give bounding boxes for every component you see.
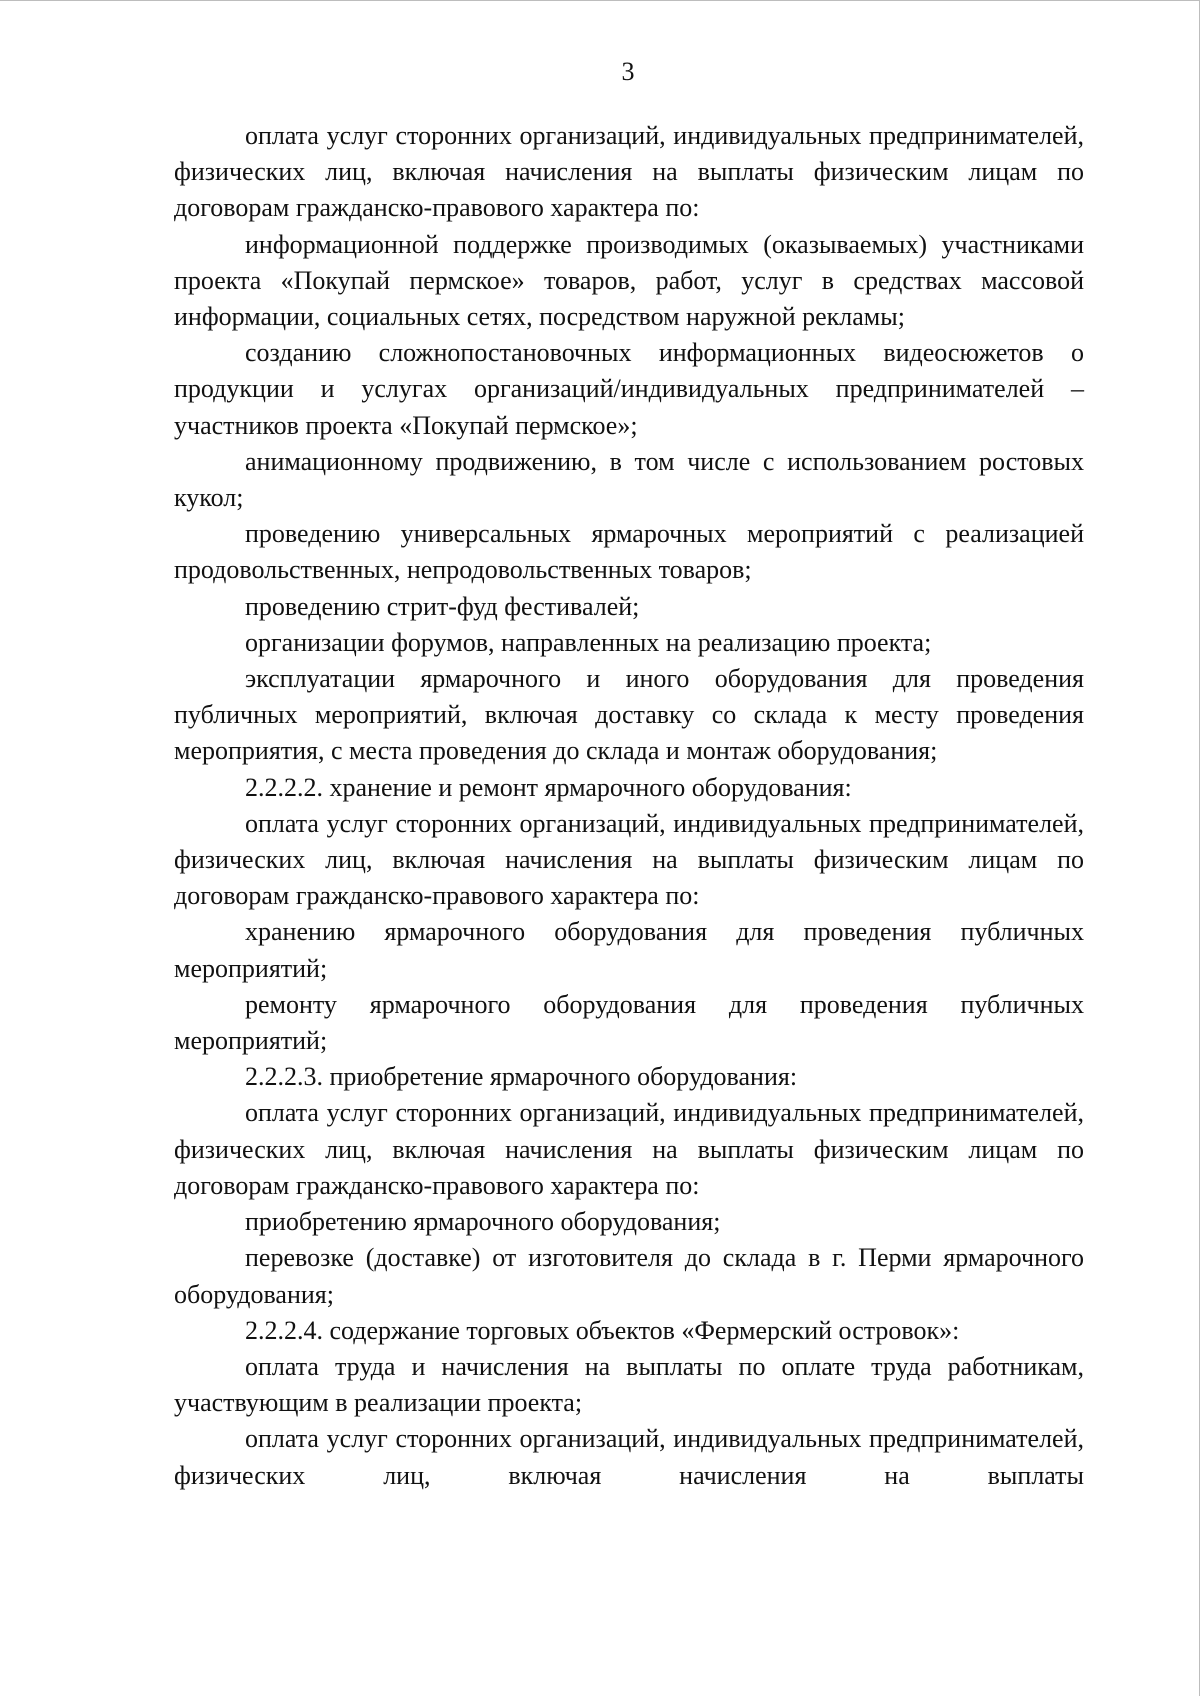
paragraph: оплата услуг сторонних организаций, индивидуальных предпринимателей, физических лиц, включая начисления на выплаты физическим лицам по договорам гражданско-правового характера по: — [174, 808, 1084, 911]
section-heading: 2.2.2.3. приобретение ярмарочного оборудования: — [245, 1062, 798, 1092]
paragraph: созданию сложнопостановочных информационных видеосюжетов о продукции и услугах организаций/индивидуальных предпринимателей – участников проекта «Покупай пермское»; — [174, 338, 1084, 440]
paragraph: информационной поддержке производимых (оказываемых) участниками проекта «Покупай пермское» товаров, работ, услуг в средствах массовой информации, социальных сетях, посредством наружной рекламы; — [174, 229, 1084, 332]
paragraph: ремонту ярмарочного оборудования для проведения публичных мероприятий; — [174, 989, 1084, 1056]
paragraph: оплата услуг сторонних организаций, индивидуальных предпринимателей, физических лиц, включая начисления на выплаты физическим лицам по договорам гражданско-правового характера по: — [174, 1098, 1084, 1200]
paragraph: проведению стрит-фуд фестивалей; — [245, 591, 640, 621]
paragraph: проведению универсальных ярмарочных мероприятий с реализацией продовольственных, непродовольственных товаров; — [174, 519, 1084, 585]
paragraph: оплата труда и начисления на выплаты по оплате труда работникам, участвующим в реализации проекта; — [174, 1351, 1084, 1418]
paragraph: эксплуатации ярмарочного и иного оборудования для проведения публичных мероприятий, включая доставку со склада к месту проведения мероприятия, с места проведения до склада и монтаж оборудования; — [174, 664, 1084, 766]
document-body — [174, 118, 1084, 1494]
paragraph: приобретению ярмарочного оборудования; — [245, 1207, 721, 1237]
paragraph: анимационному продвижению, в том числе с использованием ростовых кукол; — [174, 446, 1084, 513]
top-edge-line — [0, 0, 1200, 1]
paragraph: организации форумов, направленных на реализацию проекта; — [245, 627, 932, 657]
page-number: 3 — [621, 57, 635, 86]
paragraph: оплата услуг сторонних организаций, индивидуальных предпринимателей, физических лиц, включая начисления на выплаты — [174, 1424, 1084, 1490]
section-heading: 2.2.2.4. содержание торговых объектов «Фермерский островок»: — [245, 1315, 960, 1345]
paragraph: перевозке (доставке) от изготовителя до склада в г. Перми ярмарочного оборудования; — [174, 1243, 1084, 1309]
section-heading: 2.2.2.2. хранение и ремонт ярмарочного оборудования: — [245, 772, 852, 802]
paragraph: оплата услуг сторонних организаций, индивидуальных предпринимателей, физических лиц, включая начисления на выплаты физическим лицам по договорам гражданско-правового характера по: — [174, 121, 1084, 223]
paragraph: хранению ярмарочного оборудования для проведения публичных мероприятий; — [174, 917, 1084, 983]
